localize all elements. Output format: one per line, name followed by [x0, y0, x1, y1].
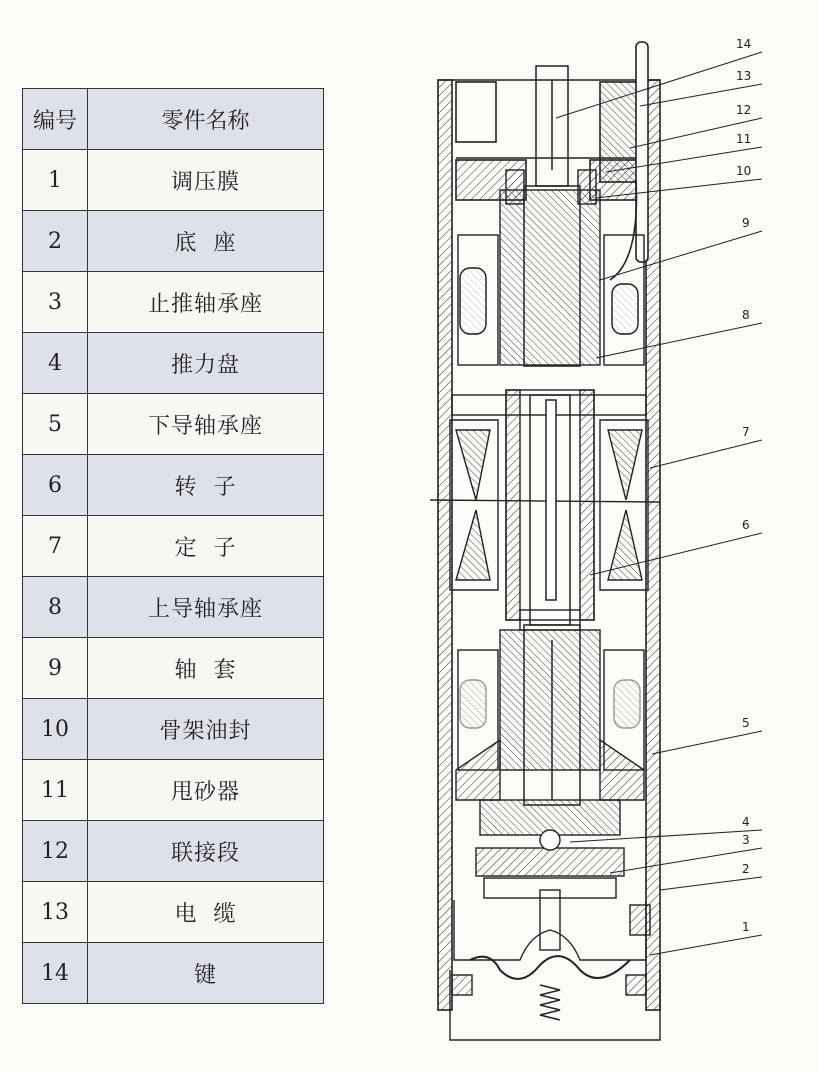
part-name: 转 子: [88, 455, 324, 516]
callout-9: 9: [742, 216, 750, 230]
callout-11: 11: [736, 132, 752, 146]
parts-table: [22, 88, 324, 1004]
part-name: 电 缆: [88, 882, 324, 943]
callout-14: 14: [736, 37, 752, 51]
table-row: [23, 943, 324, 1004]
part-number: 6: [23, 455, 88, 516]
table-row: [23, 760, 324, 821]
table-row: [23, 577, 324, 638]
thrust-bearing-section: [476, 800, 624, 950]
header-part-name: 零件名称: [88, 89, 324, 150]
callout-8: 8: [742, 308, 750, 322]
part-number: 10: [23, 699, 88, 760]
table-row: [23, 821, 324, 882]
part-number: 5: [23, 394, 88, 455]
lower-bearing-section: [456, 630, 644, 800]
callout-2: 2: [742, 862, 750, 876]
table-row: [23, 272, 324, 333]
part-number: 2: [23, 211, 88, 272]
part-number: 14: [23, 943, 88, 1004]
callout-5: 5: [742, 716, 750, 730]
part-name: 骨架油封: [88, 699, 324, 760]
pump-motor-section-diagram: [400, 30, 818, 1072]
table-row: [23, 394, 324, 455]
table-row: [23, 882, 324, 943]
callout-labels: [736, 37, 751, 934]
callout-6: 6: [742, 518, 750, 532]
header-number: 编号: [23, 89, 88, 150]
table-header-row: [23, 89, 324, 150]
part-number: 7: [23, 516, 88, 577]
part-number: 12: [23, 821, 88, 882]
stator-rotor-section: [430, 390, 660, 630]
part-name: 键: [88, 943, 324, 1004]
part-name: 轴 套: [88, 638, 324, 699]
part-name: 推力盘: [88, 333, 324, 394]
table-row: [23, 211, 324, 272]
part-name: 止推轴承座: [88, 272, 324, 333]
part-number: 1: [23, 150, 88, 211]
callout-10: 10: [736, 164, 752, 178]
callout-7: 7: [742, 425, 750, 439]
callout-1: 1: [742, 920, 750, 934]
part-number: 13: [23, 882, 88, 943]
table-row: [23, 150, 324, 211]
table-row: [23, 333, 324, 394]
part-name: 下导轴承座: [88, 394, 324, 455]
callout-13: 13: [736, 69, 752, 83]
part-name: 联接段: [88, 821, 324, 882]
callout-3: 3: [742, 833, 750, 847]
callout-4: 4: [742, 815, 750, 829]
part-number: 8: [23, 577, 88, 638]
part-name: 调压膜: [88, 150, 324, 211]
part-number: 3: [23, 272, 88, 333]
part-name: 定 子: [88, 516, 324, 577]
table-row: [23, 455, 324, 516]
part-name: 甩砂器: [88, 760, 324, 821]
pressure-diaphragm-base: [450, 900, 660, 1040]
part-number: 11: [23, 760, 88, 821]
part-name: 上导轴承座: [88, 577, 324, 638]
part-name: 底 座: [88, 211, 324, 272]
table-row: [23, 699, 324, 760]
part-number: 4: [23, 333, 88, 394]
callout-12: 12: [736, 103, 752, 117]
table-row: [23, 638, 324, 699]
table-row: [23, 516, 324, 577]
part-number: 9: [23, 638, 88, 699]
parts-table-body: [23, 150, 324, 1004]
